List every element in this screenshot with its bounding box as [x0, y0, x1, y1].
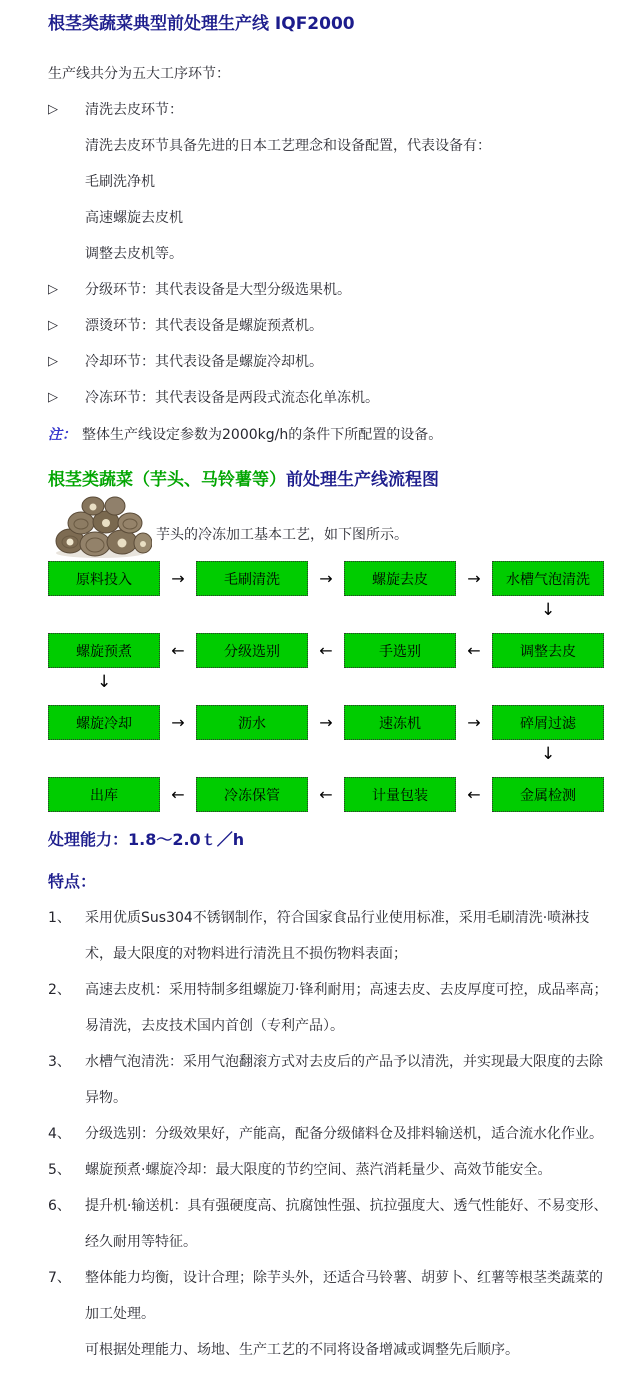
flow-box: 计量包装 — [344, 777, 456, 812]
list-item-text: 冷却环节：其代表设备是螺旋冷却机。 — [85, 354, 323, 370]
list-item — [48, 344, 610, 380]
taro-photo-row — [48, 495, 610, 559]
feature-item — [48, 1152, 610, 1188]
right-arrow-icon: → — [171, 569, 185, 588]
down-arrow-icon: ↓ — [541, 600, 556, 620]
list-item-text: 分级环节：其代表设备是大型分级选果机。 — [85, 282, 351, 298]
right-arrow-icon: → — [467, 569, 481, 588]
flow-box: 螺旋冷却 — [48, 705, 160, 740]
triangle-bullet-icon: ▷ — [48, 102, 58, 117]
flow-row-4 — [48, 777, 608, 812]
list-item — [48, 164, 610, 200]
list-item — [48, 236, 610, 272]
list-item — [48, 92, 610, 128]
feature-text: 分级选别：分级效果好，产能高，配备分级储料仓及排料输送机，适合流水化作业。 — [85, 1126, 603, 1142]
bullet-spacer — [48, 200, 85, 236]
left-arrow-icon: ← — [467, 641, 481, 660]
feature-number: 7、 — [48, 1270, 71, 1286]
flow-connector-row — [48, 596, 608, 633]
features-footer: 可根据处理能力、场地、生产工艺的不同将设备增减或调整先后顺序。 — [85, 1342, 519, 1358]
feature-text: 采用优质Sus304不锈钢制作，符合国家食品行业使用标准，采用毛刷清洗·喷淋技术，最大限度的对物料进行清洗且不损伤物料表面； — [85, 910, 590, 962]
list-item-text: 调整去皮机等。 — [85, 246, 183, 262]
feature-text: 螺旋预煮·螺旋冷却：最大限度的节约空间、蒸汽消耗量少、高效节能安全。 — [85, 1162, 552, 1178]
left-arrow-icon: ← — [467, 785, 481, 804]
feature-number: 6、 — [48, 1198, 71, 1214]
flow-connector-row — [48, 668, 608, 705]
flow-row-1 — [48, 561, 608, 596]
feature-number: 3、 — [48, 1054, 71, 1070]
right-arrow-icon: → — [171, 713, 185, 732]
flow-box: 碎屑过滤 — [492, 705, 604, 740]
process-flowchart — [48, 561, 608, 812]
right-arrow-icon: → — [319, 713, 333, 732]
bullet-spacer — [48, 236, 85, 272]
list-item-text: 漂烫环节：其代表设备是螺旋预煮机。 — [85, 318, 323, 334]
list-item — [48, 200, 610, 236]
flow-row-3 — [48, 705, 608, 740]
flow-row-2 — [48, 633, 608, 668]
triangle-bullet-icon: ▷ — [48, 318, 58, 333]
flow-box: 分级选别 — [196, 633, 308, 668]
flowchart-heading-green: 根茎类蔬菜（芋头、马铃薯等） — [48, 470, 286, 490]
note-prefix: 注： — [48, 427, 76, 443]
photo-caption: 芋头的冷冻加工基本工艺，如下图所示。 — [156, 527, 408, 543]
flow-box: 金属检测 — [492, 777, 604, 812]
right-arrow-icon: → — [467, 713, 481, 732]
list-item — [48, 380, 610, 416]
feature-text: 提升机·输送机：具有强硬度高、抗腐蚀性强、抗拉强度大、透气性能好、不易变形、经久耐用等特征。 — [85, 1198, 608, 1250]
flow-box: 速冻机 — [344, 705, 456, 740]
flowchart-heading-navy: 前处理生产线流程图 — [286, 470, 439, 490]
feature-item — [48, 1188, 610, 1260]
list-item-text: 毛刷洗净机 — [85, 174, 155, 190]
triangle-bullet-icon: ▷ — [48, 354, 58, 369]
list-item — [48, 128, 610, 164]
flow-box: 冷冻保管 — [196, 777, 308, 812]
list-item-text: 清洗去皮环节： — [85, 102, 183, 118]
features-list — [48, 900, 610, 1368]
flow-box: 水槽气泡清洗 — [492, 561, 604, 596]
list-item-text: 冷冻环节：其代表设备是两段式流态化单冻机。 — [85, 390, 379, 406]
flow-box: 螺旋去皮 — [344, 561, 456, 596]
note-text: 整体生产线设定参数为2000kg/h的条件下所配置的设备。 — [82, 427, 443, 443]
page-title: 根茎类蔬菜典型前处理生产线 IQF2000 — [48, 14, 355, 34]
list-item — [48, 308, 610, 344]
feature-item — [48, 972, 610, 1044]
feature-text: 高速去皮机：采用特制多组螺旋刀·锋利耐用；高速去皮、去皮厚度可控，成品率高；易清洗，去皮技术国内首创（专利产品）。 — [85, 982, 608, 1034]
left-arrow-icon: ← — [319, 785, 333, 804]
right-arrow-icon: → — [319, 569, 333, 588]
flow-box: 螺旋预煮 — [48, 633, 160, 668]
process-bullet-list — [48, 92, 610, 416]
bullet-spacer — [48, 128, 85, 164]
flow-box: 毛刷清洗 — [196, 561, 308, 596]
feature-text: 水槽气泡清洗：采用气泡翻滚方式对去皮后的产品予以清洗，并实现最大限度的去除异物。 — [85, 1054, 603, 1106]
note-line — [48, 417, 610, 453]
list-item-text: 高速螺旋去皮机 — [85, 210, 183, 226]
flow-connector-row — [48, 740, 608, 777]
list-item — [48, 272, 610, 308]
feature-number: 5、 — [48, 1162, 71, 1178]
capacity-heading: 处理能力：1.8～2.0ｔ／h — [48, 830, 245, 849]
flow-box: 调整去皮 — [492, 633, 604, 668]
flow-box: 出库 — [48, 777, 160, 812]
flowchart-heading — [48, 467, 610, 493]
feature-text: 整体能力均衡，设计合理；除芋头外，还适合马铃薯、胡萝卜、红薯等根茎类蔬菜的加工处理。 — [85, 1270, 603, 1322]
feature-item — [48, 900, 610, 972]
features-heading: 特点： — [48, 872, 97, 891]
flow-box: 手选别 — [344, 633, 456, 668]
list-item-text: 清洗去皮环节具备先进的日本工艺理念和设备配置，代表设备有： — [85, 138, 491, 154]
triangle-bullet-icon: ▷ — [48, 282, 58, 297]
down-arrow-icon: ↓ — [541, 744, 556, 764]
triangle-bullet-icon: ▷ — [48, 390, 58, 405]
intro-text: 生产线共分为五大工序环节： — [48, 66, 230, 82]
flow-box: 沥水 — [196, 705, 308, 740]
feature-item — [48, 1260, 610, 1332]
feature-item — [48, 1044, 610, 1116]
left-arrow-icon: ← — [171, 785, 185, 804]
bullet-spacer — [48, 164, 85, 200]
feature-number: 4、 — [48, 1126, 71, 1142]
taro-roots-photo — [48, 495, 152, 559]
down-arrow-icon: ↓ — [97, 672, 112, 692]
feature-number: 1、 — [48, 910, 71, 926]
left-arrow-icon: ← — [171, 641, 185, 660]
feature-number: 2、 — [48, 982, 71, 998]
feature-item — [48, 1116, 610, 1152]
left-arrow-icon: ← — [319, 641, 333, 660]
flow-box: 原料投入 — [48, 561, 160, 596]
